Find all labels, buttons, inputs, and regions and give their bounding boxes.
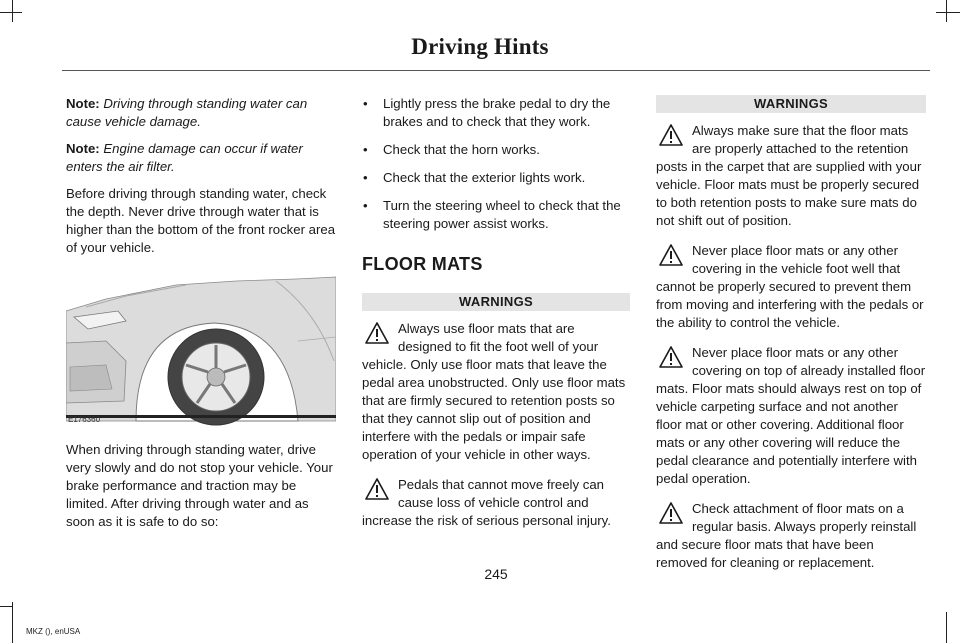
crop-mark [0,606,12,607]
note-label: Note: [66,96,100,111]
warning-item [656,122,926,230]
warning-text: Always use floor mats that are designed to fit the foot well of your vehicle. Only use floor mats that leave the pedal area unobstructed. Only use floor mats that are firmly secured to retention posts so that they cannot slip out of position and interfere with the pedals or impair safe operation of your vehicle in other ways. [362,321,626,462]
warnings-heading: WARNINGS [362,293,630,311]
list-item-text: Check that the horn works. [383,142,540,157]
paragraph-depth: Before driving through standing water, check the depth. Never drive through water that is higher than the bottom of the front rocker area of your vehicle. [66,186,336,255]
bullet-list [362,95,630,233]
warning-text: Never place floor mats or any other covering on top of already installed floor mats. Floor mats should always rest on top of vehicle carpeting surface and not another floor mat or other covering. Additional floor mats or any other covering will reduce the pedal clearance and potentially interfere with pedal operation. [656,345,926,486]
note-1 [66,95,336,131]
warning-text: Pedals that cannot move freely can cause loss of vehicle control and increase the risk of serious personal injury. [362,477,611,528]
bullet-dot: • [363,96,368,111]
warning-item [362,476,630,530]
section-heading-floor-mats: FLOOR MATS [362,254,483,274]
car-front-wheel-image [66,271,336,431]
note-2 [66,140,336,176]
bullet-dot: • [363,198,368,213]
column-3 [656,95,926,584]
bullet-dot: • [363,170,368,185]
note-text: Driving through standing water can cause vehicle damage. [66,96,308,129]
list-item-text: Check that the exterior lights work. [383,170,586,185]
warning-triangle-icon [658,243,684,267]
list-item [362,95,630,131]
crop-mark [12,602,13,643]
note-text: Engine damage can occur if water enters the air filter. [66,141,303,174]
page-number: 245 [484,566,508,582]
vehicle-wheel-illustration [66,271,336,431]
figure-code: E176360 [68,415,101,424]
warning-triangle-icon [658,345,684,369]
warning-triangle-icon [658,501,684,525]
warning-triangle-icon [364,477,390,501]
crop-mark [0,12,22,13]
paragraph-after-water: When driving through standing water, drive very slowly and do not stop your vehicle. Your brake performance and traction may be limited. After driving through water and as soon as it is safe to do so: [66,442,333,529]
list-item [362,169,630,187]
page-header-title: Driving Hints [411,34,549,59]
warning-triangle-icon [658,123,684,147]
column-1 [66,95,336,540]
footer-model-code: MKZ (), enUSA [26,627,81,636]
list-item [362,197,630,233]
warning-triangle-icon [364,321,390,345]
crop-mark [12,0,13,22]
warnings-heading: WARNINGS [656,95,926,113]
warning-item [362,320,630,464]
warning-item [656,500,926,572]
list-item [362,141,630,159]
list-item-text: Turn the steering wheel to check that the steering power assist works. [383,198,621,231]
warning-item [656,242,926,332]
list-item-text: Lightly press the brake pedal to dry the brakes and to check that they work. [383,96,611,129]
bullet-dot: • [363,142,368,157]
crop-mark [946,612,947,643]
warning-text: Always make sure that the floor mats are properly attached to the retention posts in the carpet that are supplied with your vehicle. Floor mats must be properly secured to both retention posts to make sure mats do not shift out of position. [656,123,922,228]
column-2 [362,95,630,542]
warning-item [656,344,926,488]
crop-mark [936,12,960,13]
crop-mark [946,0,947,22]
warning-text: Never place floor mats or any other covering in the vehicle foot well that cannot be properly secured to prevent them from moving and interfering with the pedals or the ability to control the vehicle. [656,243,924,330]
header-rule [62,70,930,71]
note-label: Note: [66,141,100,156]
warning-text: Check attachment of floor mats on a regular basis. Always properly reinstall and secure floor mats that have been removed for cleaning or replacement. [656,501,917,570]
